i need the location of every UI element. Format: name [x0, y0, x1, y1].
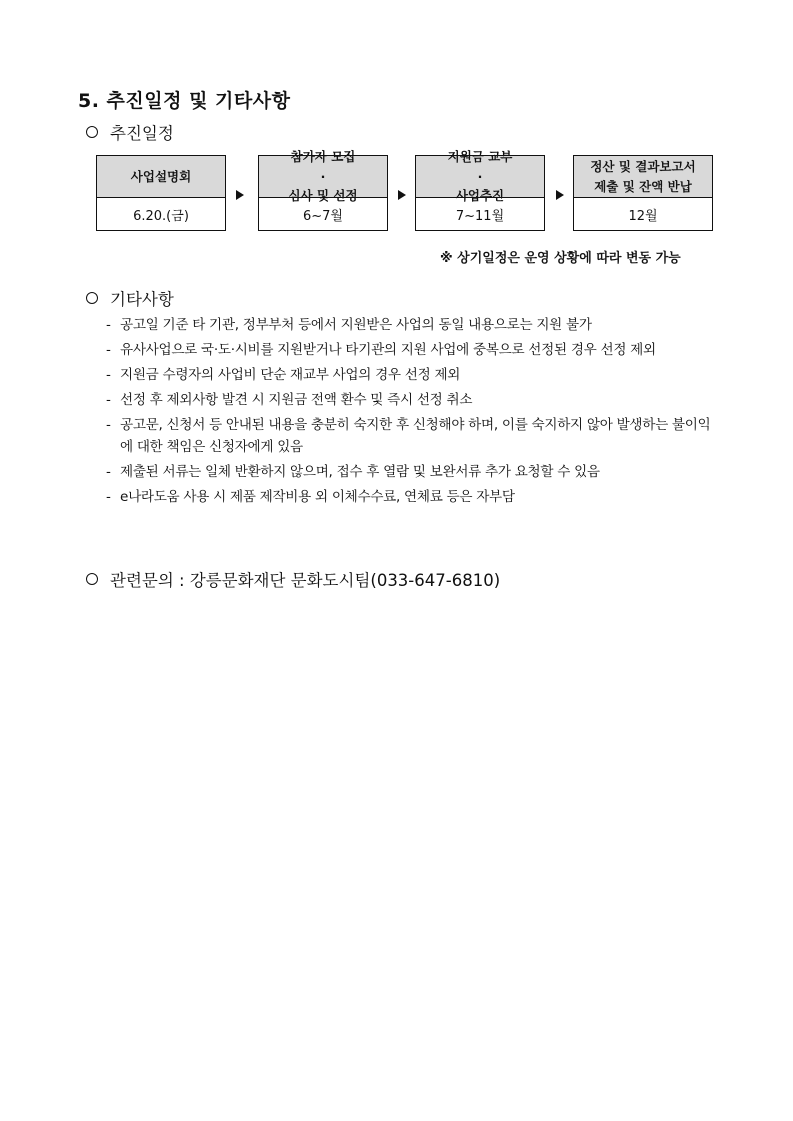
misc-heading-label: 기타사항 [110, 290, 174, 309]
list-item: - 공고일 기준 타 기관, 정부부처 등에서 지원받은 사업의 동일 내용으로는 지원 불가 [106, 314, 721, 336]
arrow-right-icon [398, 190, 406, 200]
list-item-text: 선정 후 제외사항 발견 시 지원금 전액 환수 및 즉시 선정 취소 [120, 392, 473, 408]
list-item-text: 유사사업으로 국·도·시비를 지원받거나 타기관의 지원 사업에 중복으로 선정된 경우 선정 제외 [120, 342, 656, 358]
list-item: - 선정 후 제외사항 발견 시 지원금 전액 환수 및 즉시 선정 취소 [106, 389, 721, 411]
misc-heading [86, 286, 174, 310]
list-item-text: 지원금 수령자의 사업비 단순 재교부 사업의 경우 선정 제외 [120, 367, 461, 383]
schedule-stage [573, 155, 713, 231]
stage-title: 지원금 교부 · 사업추진 [416, 156, 544, 198]
list-item-text: 공고일 기준 타 기관, 정부부처 등에서 지원받은 사업의 동일 내용으로는 지원 불가 [120, 317, 592, 333]
list-item-text: e나라도움 사용 시 제품 제작비용 외 이체수수료, 연체료 등은 자부담 [120, 489, 515, 505]
arrow-right-icon [236, 190, 244, 200]
contact-text: 관련문의 : 강릉문화재단 문화도시팀(033-647-6810) [110, 571, 501, 590]
circle-bullet-icon [86, 292, 98, 304]
stage-date: 6~7월 [303, 209, 343, 224]
stage-date: 12월 [628, 209, 658, 224]
schedule-heading [86, 120, 174, 144]
list-item: - 유사사업으로 국·도·시비를 지원받거나 타기관의 지원 사업에 중복으로 선정된 경우 선정 제외 [106, 339, 721, 361]
list-item-text: 제출된 서류는 일체 반환하지 않으며, 접수 후 열람 및 보완서류 추가 요청할 수 있음 [120, 464, 600, 480]
stage-title: 정산 및 결과보고서 제출 및 잔액 반납 [574, 156, 712, 198]
section-title: 5. 추진일정 및 기타사항 [78, 90, 291, 112]
stage-date: 7~11월 [455, 209, 505, 224]
list-item: - 공고문, 신청서 등 안내된 내용을 충분히 숙지한 후 신청해야 하며, 이를 숙지하지 않아 발생하는 불이익에 대한 책임은 신청자에게 있음 [106, 414, 721, 458]
schedule-heading-label: 추진일정 [110, 124, 174, 143]
list-item: - 제출된 서류는 일체 반환하지 않으며, 접수 후 열람 및 보완서류 추가 요청할 수 있음 [106, 461, 721, 483]
schedule-stage [415, 149, 545, 231]
list-item: - e나라도움 사용 시 제품 제작비용 외 이체수수료, 연체료 등은 자부담 [106, 486, 721, 508]
schedule-note: ※ 상기일정은 운영 상황에 따라 변동 가능 [440, 251, 681, 266]
schedule-stage [258, 149, 388, 231]
list-item-text: 공고문, 신청서 등 안내된 내용을 충분히 숙지한 후 신청해야 하며, 이를 숙지하지 않아 발생하는 불이익에 대한 책임은 신청자에게 있음 [120, 417, 711, 455]
circle-bullet-icon [86, 573, 98, 585]
schedule-table [96, 149, 716, 233]
stage-title: 사업설명회 [97, 156, 225, 198]
stage-date: 6.20.(금) [133, 209, 189, 224]
contact-line [86, 567, 500, 591]
arrow-right-icon [556, 190, 564, 200]
schedule-stage [96, 155, 226, 231]
list-item: - 지원금 수령자의 사업비 단순 재교부 사업의 경우 선정 제외 [106, 364, 721, 386]
circle-bullet-icon [86, 126, 98, 138]
misc-list [106, 314, 721, 511]
stage-title: 참가자 모집 · 심사 및 선정 [259, 156, 387, 198]
